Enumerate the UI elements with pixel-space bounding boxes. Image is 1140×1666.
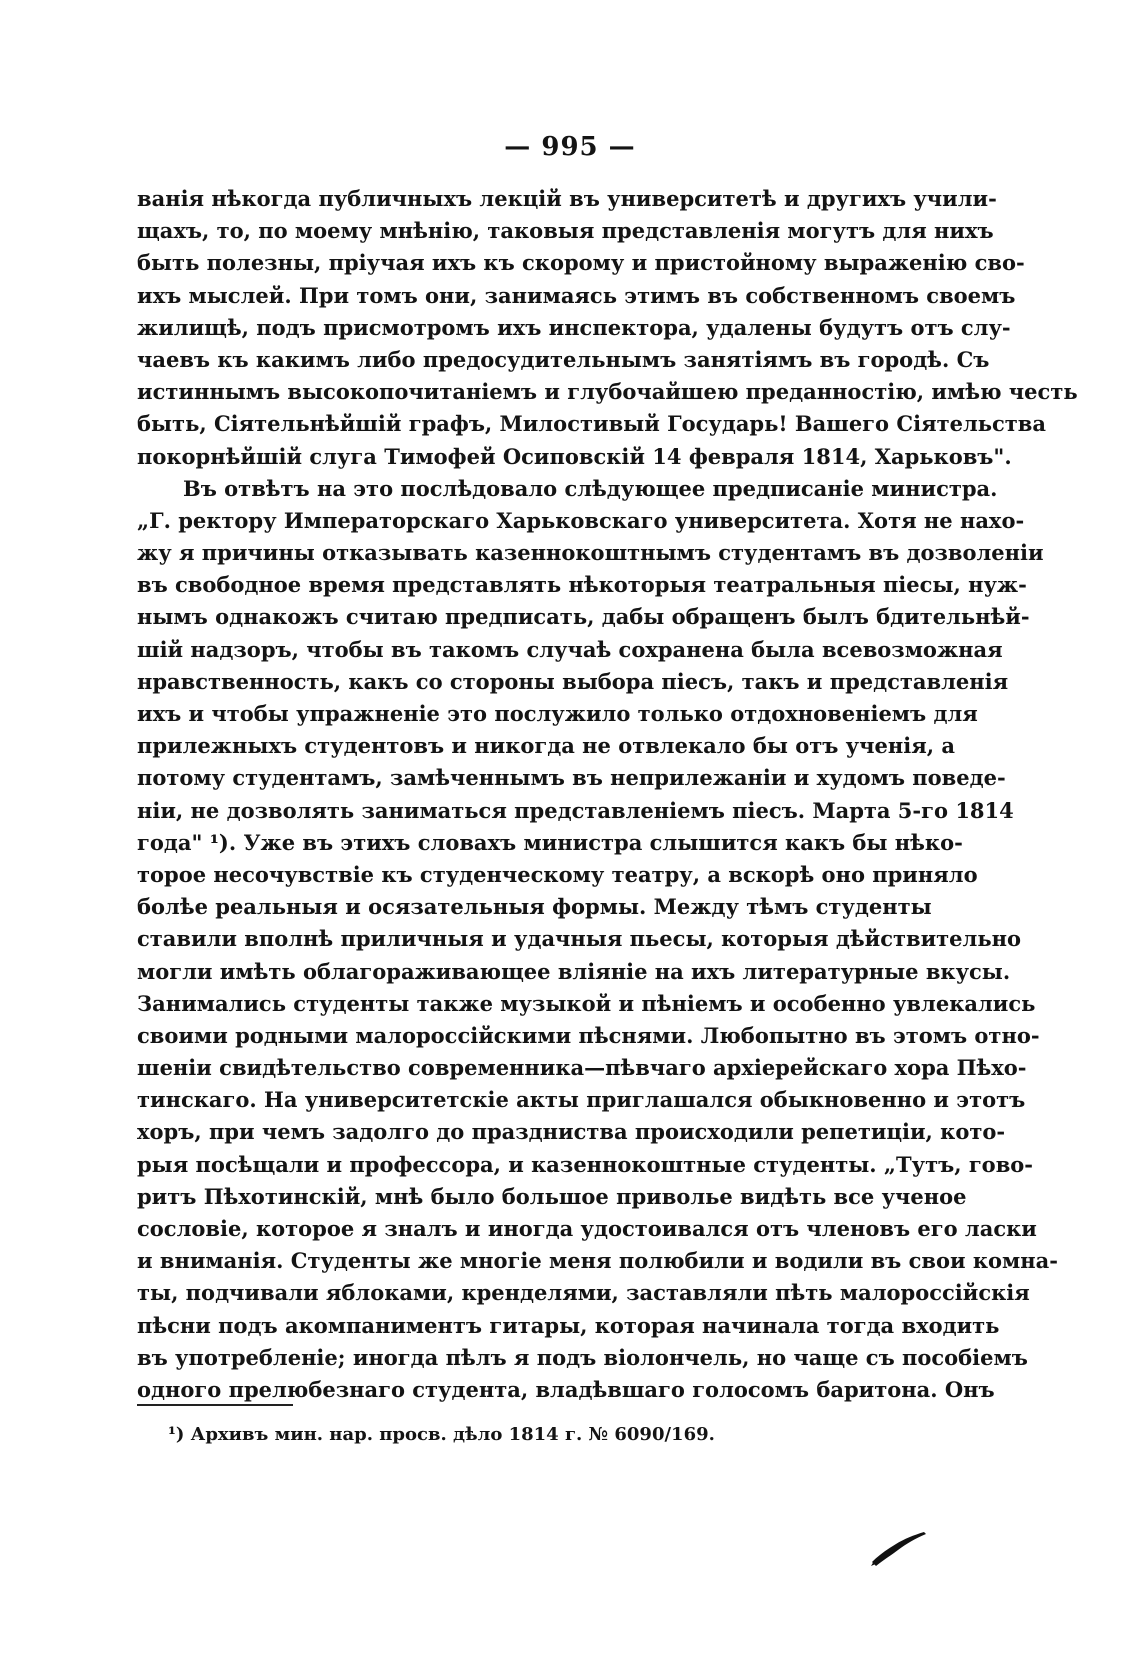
text-line: одного прелюбезнаго студента, владѣвшаго голосомъ баритона. Онъ (137, 1376, 995, 1402)
text-line: истиннымъ высокопочитаніемъ и глубочайшею преданностію, имѣю честь (137, 379, 1078, 405)
text-line: быть, Сіятельнѣйшій графъ, Милостивый Государь! Вашего Сіятельства (137, 411, 1047, 437)
text-line: Занимались студенты также музыкой и пѣніемъ и особенно увлекались (137, 990, 1036, 1016)
text-line: своими родными малороссійскими пѣснями. Любопытно въ этомъ отно- (137, 1022, 1040, 1048)
text-line: щахъ, то, по моему мнѣнію, таковыя представленія могутъ для нихъ (137, 218, 994, 244)
text-line: потому студентамъ, замѣченнымъ въ неприлежаніи и худомъ поведе- (137, 765, 1006, 791)
text-line: Въ отвѣтъ на это послѣдовало слѣдующее предписаніе министра. (183, 475, 998, 501)
text-line: въ употребленіе; иногда пѣлъ я подъ віолончель, но чаще съ пособіемъ (137, 1344, 1028, 1370)
ink-stroke-mark (868, 1528, 928, 1568)
text-line: быть полезны, пріучая ихъ къ скорому и пристойному выраженію сво- (137, 250, 1025, 276)
text-line: въ свободное время представлять нѣкоторыя театральныя піесы, нуж- (137, 572, 1027, 598)
footnote-divider (137, 1404, 293, 1406)
text-line: ихъ мыслей. При томъ они, занимаясь этимъ въ собственномъ своемъ (137, 282, 1016, 308)
text-line: жу я причины отказывать казеннокоштнымъ студентамъ въ дозволеніи (137, 540, 1044, 566)
text-line: ритъ Пѣхотинскій, мнѣ было большое приволье видѣть все ученое (137, 1183, 967, 1209)
text-line: „Г. ректору Императорскаго Харьковскаго университета. Хотя не нахо- (137, 507, 1025, 533)
text-line: ванія нѣкогда публичныхъ лекцій въ университетѣ и другихъ учили- (137, 186, 997, 211)
text-line: ихъ и чтобы упражненіе это послужило только отдохновеніемъ для (137, 701, 978, 726)
text-line: рыя посѣщали и профессора, и казеннокоштные студенты. „Тутъ, гово- (137, 1151, 1034, 1177)
text-line: могли имѣть облагораживающее вліяніе на ихъ литературные вкусы. (137, 958, 1011, 984)
text-line: года" ¹). Уже въ этихъ словахъ министра слышится какъ бы нѣко- (137, 829, 963, 855)
text-line: хоръ, при чемъ задолго до праздниства происходили репетиціи, кото- (137, 1119, 1006, 1145)
footnote: ¹) Архивъ мин. нар. просв. дѣло 1814 г. № 6090/169. (168, 1424, 715, 1445)
text-line: чаевъ къ какимъ либо предосудительнымъ занятіямъ въ городѣ. Съ (137, 346, 990, 372)
text-line: шій надзоръ, чтобы въ такомъ случаѣ сохранена была всевозможная (137, 636, 1003, 662)
text-line: покорнѣйшій слуга Тимофей Осиповскій 14 февраля 1814, Харьковъ". (137, 443, 1012, 469)
text-line: нымъ однакожъ считаю предписать, дабы обращенъ былъ бдительнѣй- (137, 604, 1030, 630)
page-number: — 995 — (504, 132, 636, 162)
text-line: ніи, не дозволять заниматься представленіемъ піесъ. Марта 5-го 1814 (137, 797, 1014, 823)
text-line: и вниманія. Студенты же многіе меня полюбили и водили въ свои комна- (137, 1248, 1058, 1274)
text-line: шеніи свидѣтельство современника—пѣвчаго архіерейскаго хора Пѣхо- (137, 1055, 1027, 1081)
text-line: ты, подчивали яблоками, кренделями, заставляли пѣть малороссійскія (137, 1280, 1030, 1306)
text-line: пѣсни подъ акомпаниментъ гитары, которая начинала тогда входить (137, 1312, 1000, 1338)
text-line: жилищѣ, подъ присмотромъ ихъ инспектора, удалены будутъ отъ слу- (137, 314, 1011, 340)
body-text (137, 183, 1078, 1406)
text-line: сословіе, которое я зналъ и иногда удостоивался отъ членовъ его ласки (137, 1216, 1037, 1241)
text-line: ставили вполнѣ приличныя и удачныя пьесы, которыя дѣйствительно (137, 926, 1021, 952)
text-line: тинскаго. На университетскіе акты приглашался обыкновенно и этотъ (137, 1087, 1026, 1113)
text-line: прилежныхъ студентовъ и никогда не отвлекало бы отъ ученія, а (137, 733, 955, 759)
text-line: болѣе реальныя и осязательныя формы. Между тѣмъ студенты (137, 894, 932, 920)
text-line: нравственность, какъ со стороны выбора піесъ, такъ и представленія (137, 668, 1009, 694)
text-line: торое несочувствіе къ студенческому театру, а вскорѣ оно приняло (137, 861, 978, 887)
